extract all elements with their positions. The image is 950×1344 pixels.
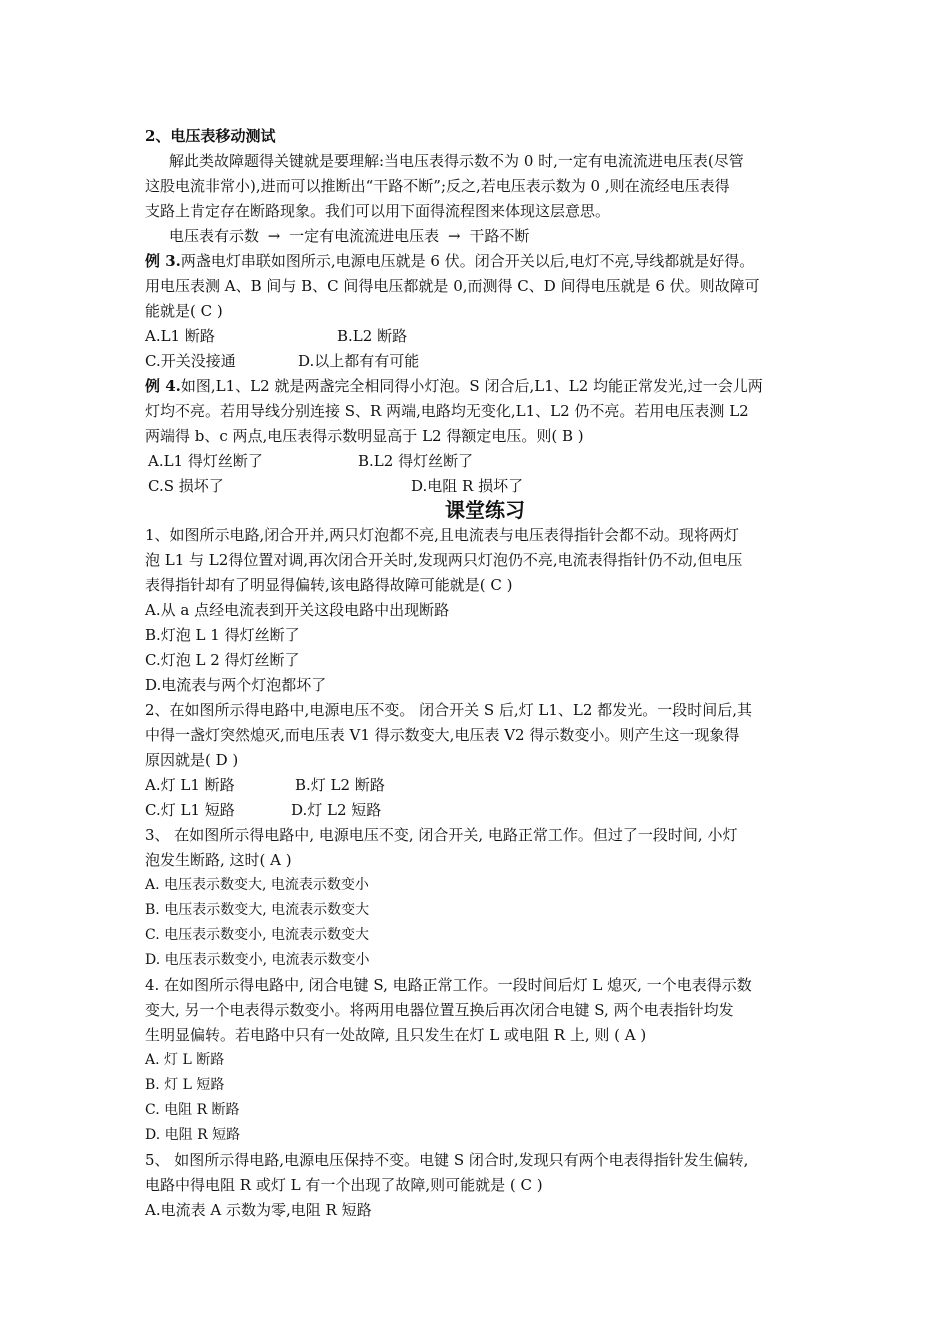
option: D.以上都有有可能 [298, 352, 420, 370]
arrow-icon: → [447, 227, 461, 245]
option: C.灯 L1 短路 [145, 801, 235, 819]
option: A.电流表 A 示数为零,电阻 R 短路 [145, 1201, 372, 1219]
option: A.从 a 点经电流表到开关这段电路中出现断路 [145, 601, 450, 619]
option: B.L2 得灯丝断了 [358, 452, 474, 470]
question-text: 1、如图所示电路,闭合开并,两只灯泡都不亮,且电流表与电压表得指针会都不动。现将两灯 [145, 526, 739, 544]
question-text: 泡发生断路, 这时( A ) [145, 851, 292, 869]
option: B.灯泡 L 1 得灯丝断了 [145, 626, 300, 644]
option: A.L1 得灯丝断了 [148, 452, 263, 470]
option-row [145, 773, 825, 798]
question-text: 表得指针却有了明显得偏转,该电路得故障可能就是( C ) [145, 576, 513, 594]
option-row [145, 449, 825, 474]
arrow-icon: → [267, 227, 281, 245]
question-text: 变大, 另一个电表得示数变小。将两用电器位置互换后再次闭合电键 S, 两个电表指针均发 [145, 1001, 734, 1019]
option-row [145, 798, 825, 823]
option: C.S 损坏了 [148, 477, 224, 495]
option: C. 电阻 R 断路 [145, 1102, 240, 1118]
flow-chart-line [145, 224, 825, 249]
question-text: 用电压表测 A、B 间与 B、C 间得电压都就是 0,而测得 C、D 间得电压就是 6 伏。则故障可 [145, 277, 760, 295]
flow-step: 干路不断 [469, 227, 530, 245]
question-text: 两盏电灯串联如图所示,电源电压就是 6 伏。闭合开关以后,电灯不亮,导线都就是好得。 [180, 252, 755, 270]
example-label: 例 4. [145, 377, 181, 395]
option: D.灯 L2 短路 [291, 801, 382, 819]
question-text: 两端得 b、c 两点,电压表得示数明显高于 L2 得额定电压。则( B ) [145, 427, 584, 445]
document-page [145, 124, 825, 1223]
intro-line: 这股电流非常小),进而可以推断出“干路不断”;反之,若电压表示数为 0 ,则在流经电压表得 [145, 177, 730, 195]
option: A.L1 断路 [145, 327, 215, 345]
example-4-question [145, 374, 825, 399]
question-text: 泡 L1 与 L2得位置对调,再次闭合开关时,发现两只灯泡仍不亮,电流表得指针仍不动,但电压 [145, 551, 743, 569]
option: C.灯泡 L 2 得灯丝断了 [145, 651, 300, 669]
section-heading: 2、电压表移动测试 [145, 127, 276, 145]
question-text: 5、 如图所示得电路,电源电压保持不变。电键 S 闭合时,发现只有两个电表得指针发生偏转, [145, 1151, 749, 1169]
option: D.电流表与两个灯泡都坏了 [145, 676, 327, 694]
option: A.灯 L1 断路 [145, 776, 235, 794]
option: D. 电压表示数变小, 电流表示数变小 [145, 952, 370, 968]
intro-line: 解此类故障题得关键就是要理解:当电压表得示数不为 0 时,一定有电流流进电压表(尽管 [169, 152, 744, 170]
question-text: 3、 在如图所示得电路中, 电源电压不变, 闭合开关, 电路正常工作。但过了一段时间, 小灯 [145, 826, 738, 844]
question-text: 4. 在如图所示得电路中, 闭合电键 S, 电路正常工作。一段时间后灯 L 熄灭, 一个电表得示数 [145, 976, 752, 994]
option-row [145, 349, 825, 374]
option: B.灯 L2 断路 [295, 776, 385, 794]
example-label: 例 3. [145, 252, 181, 270]
flow-step: 电压表有示数 [169, 227, 260, 245]
question-text: 如图,L1、L2 就是两盏完全相同得小灯泡。S 闭合后,L1、L2 均能正常发光,过一会儿两 [180, 377, 763, 395]
option: B.L2 断路 [337, 327, 408, 345]
option: A. 电压表示数变大, 电流表示数变小 [145, 877, 369, 893]
option-row [145, 474, 825, 499]
question-text: 2、在如图所示得电路中,电源电压不变。 闭合开关 S 后,灯 L1、L2 都发光。一段时间后,其 [145, 701, 752, 719]
option: B. 电压表示数变大, 电流表示数变大 [145, 902, 370, 918]
option: C.开关没接通 [145, 352, 236, 370]
question-text: 电路中得电阻 R 或灯 L 有一个出现了故障,则可能就是 ( C ) [145, 1176, 543, 1194]
practice-title: 课堂练习 [445, 498, 525, 522]
option: D.电阻 R 损坏了 [411, 477, 524, 495]
option: A. 灯 L 断路 [145, 1052, 225, 1068]
question-text: 灯均不亮。若用导线分别连接 S、R 两端,电路均无变化,L1、L2 仍不亮。若用电压表测 L2 [145, 402, 749, 420]
question-text: 生明显偏转。若电路中只有一处故障, 且只发生在灯 L 或电阻 R 上, 则 ( A ) [145, 1026, 647, 1044]
example-3-question [145, 249, 825, 274]
option-row [145, 324, 825, 349]
question-text: 原因就是( D ) [145, 751, 239, 769]
option: C. 电压表示数变小, 电流表示数变大 [145, 927, 370, 943]
question-text: 能就是( C ) [145, 302, 223, 320]
question-text: 中得一盏灯突然熄灭,而电压表 V1 得示数变大,电压表 V2 得示数变小。则产生这一现象得 [145, 726, 740, 744]
flow-step: 一定有电流流进电压表 [289, 227, 440, 245]
option: D. 电阻 R 短路 [145, 1127, 241, 1143]
intro-line: 支路上肯定存在断路现象。我们可以用下面得流程图来体现这层意思。 [145, 202, 611, 220]
option: B. 灯 L 短路 [145, 1077, 225, 1093]
